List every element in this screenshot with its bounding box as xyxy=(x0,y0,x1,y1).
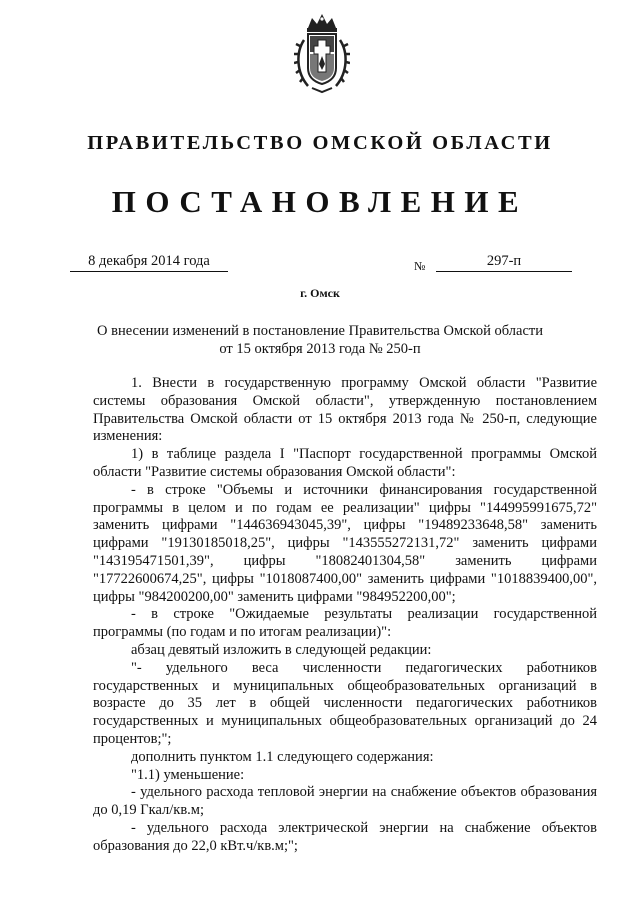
document-body xyxy=(93,375,597,856)
subject-line-2: от 15 октября 2013 года № 250-п xyxy=(219,341,421,357)
paragraph-6: "- удельного веса численности педагогических работников государственных и муниципальных общеобразовательных организаций в возрасте до 35 лет в общей численности педагогических работников государственных и муниципальных общеобразовательных организаций до 24 процентов;"; xyxy=(93,659,597,747)
document-number-label: № xyxy=(414,259,426,273)
paragraph-2: 1) в таблице раздела I "Паспорт государственной программы Омской области "Развитие системы образования Омской области": xyxy=(93,446,597,480)
document-number: 297-п xyxy=(436,253,572,272)
paragraph-4: - в строке "Ожидаемые результаты реализации государственной программы (по годам и по итогам реализации)": xyxy=(93,606,597,641)
omsk-coat-of-arms-icon xyxy=(294,12,350,94)
paragraph-8: "1.1) уменьшение: xyxy=(131,766,245,783)
paragraph-7: дополнить пунктом 1.1 следующего содержания: xyxy=(131,748,434,765)
document-date: 8 декабря 2014 года xyxy=(70,253,228,272)
paragraph-9: - удельного расхода тепловой энергии на снабжение объектов образования до 0,19 Гкал/кв.м; xyxy=(93,784,597,819)
city-name: г. Омск xyxy=(300,286,340,300)
paragraph-1: 1. Внести в государственную программу Омской области "Развитие системы образования Омской области", утвержденную постановлением Правительства Омской области от 15 октября 2013 года № 250-п, следующие изменения: xyxy=(93,375,597,445)
organization-name: ПРАВИТЕЛЬСТВО ОМСКОЙ ОБЛАСТИ xyxy=(87,132,553,154)
subject-line-1: О внесении изменений в постановление Правительства Омской области xyxy=(97,323,543,339)
paragraph-5: абзац девятый изложить в следующей редакции: xyxy=(131,641,432,658)
paragraph-10: - удельного расхода электрической энергии на снабжение объектов образования до 22,0 кВт.ч/кв.м;"; xyxy=(93,819,597,854)
paragraph-3: - в строке "Объемы и источники финансирования государственной программы в целом и по годам ее реализации" цифры "144995991675,72" заменить цифрами "144636943045,39", цифры "19489233648,58" заменить цифрами "19130185018,25", цифры "143555272131,72" заменить цифрами "143195471501,39", цифры "18082401304,58" заменить цифрами "17722600674,25", цифры "1018087400,00" заменить цифрами "1018839400,00", цифры "984200200,00" заменить цифрами "984952200,00"; xyxy=(93,481,597,605)
document-type-title: ПОСТАНОВЛЕНИЕ xyxy=(111,184,529,219)
document-subject xyxy=(60,322,580,358)
